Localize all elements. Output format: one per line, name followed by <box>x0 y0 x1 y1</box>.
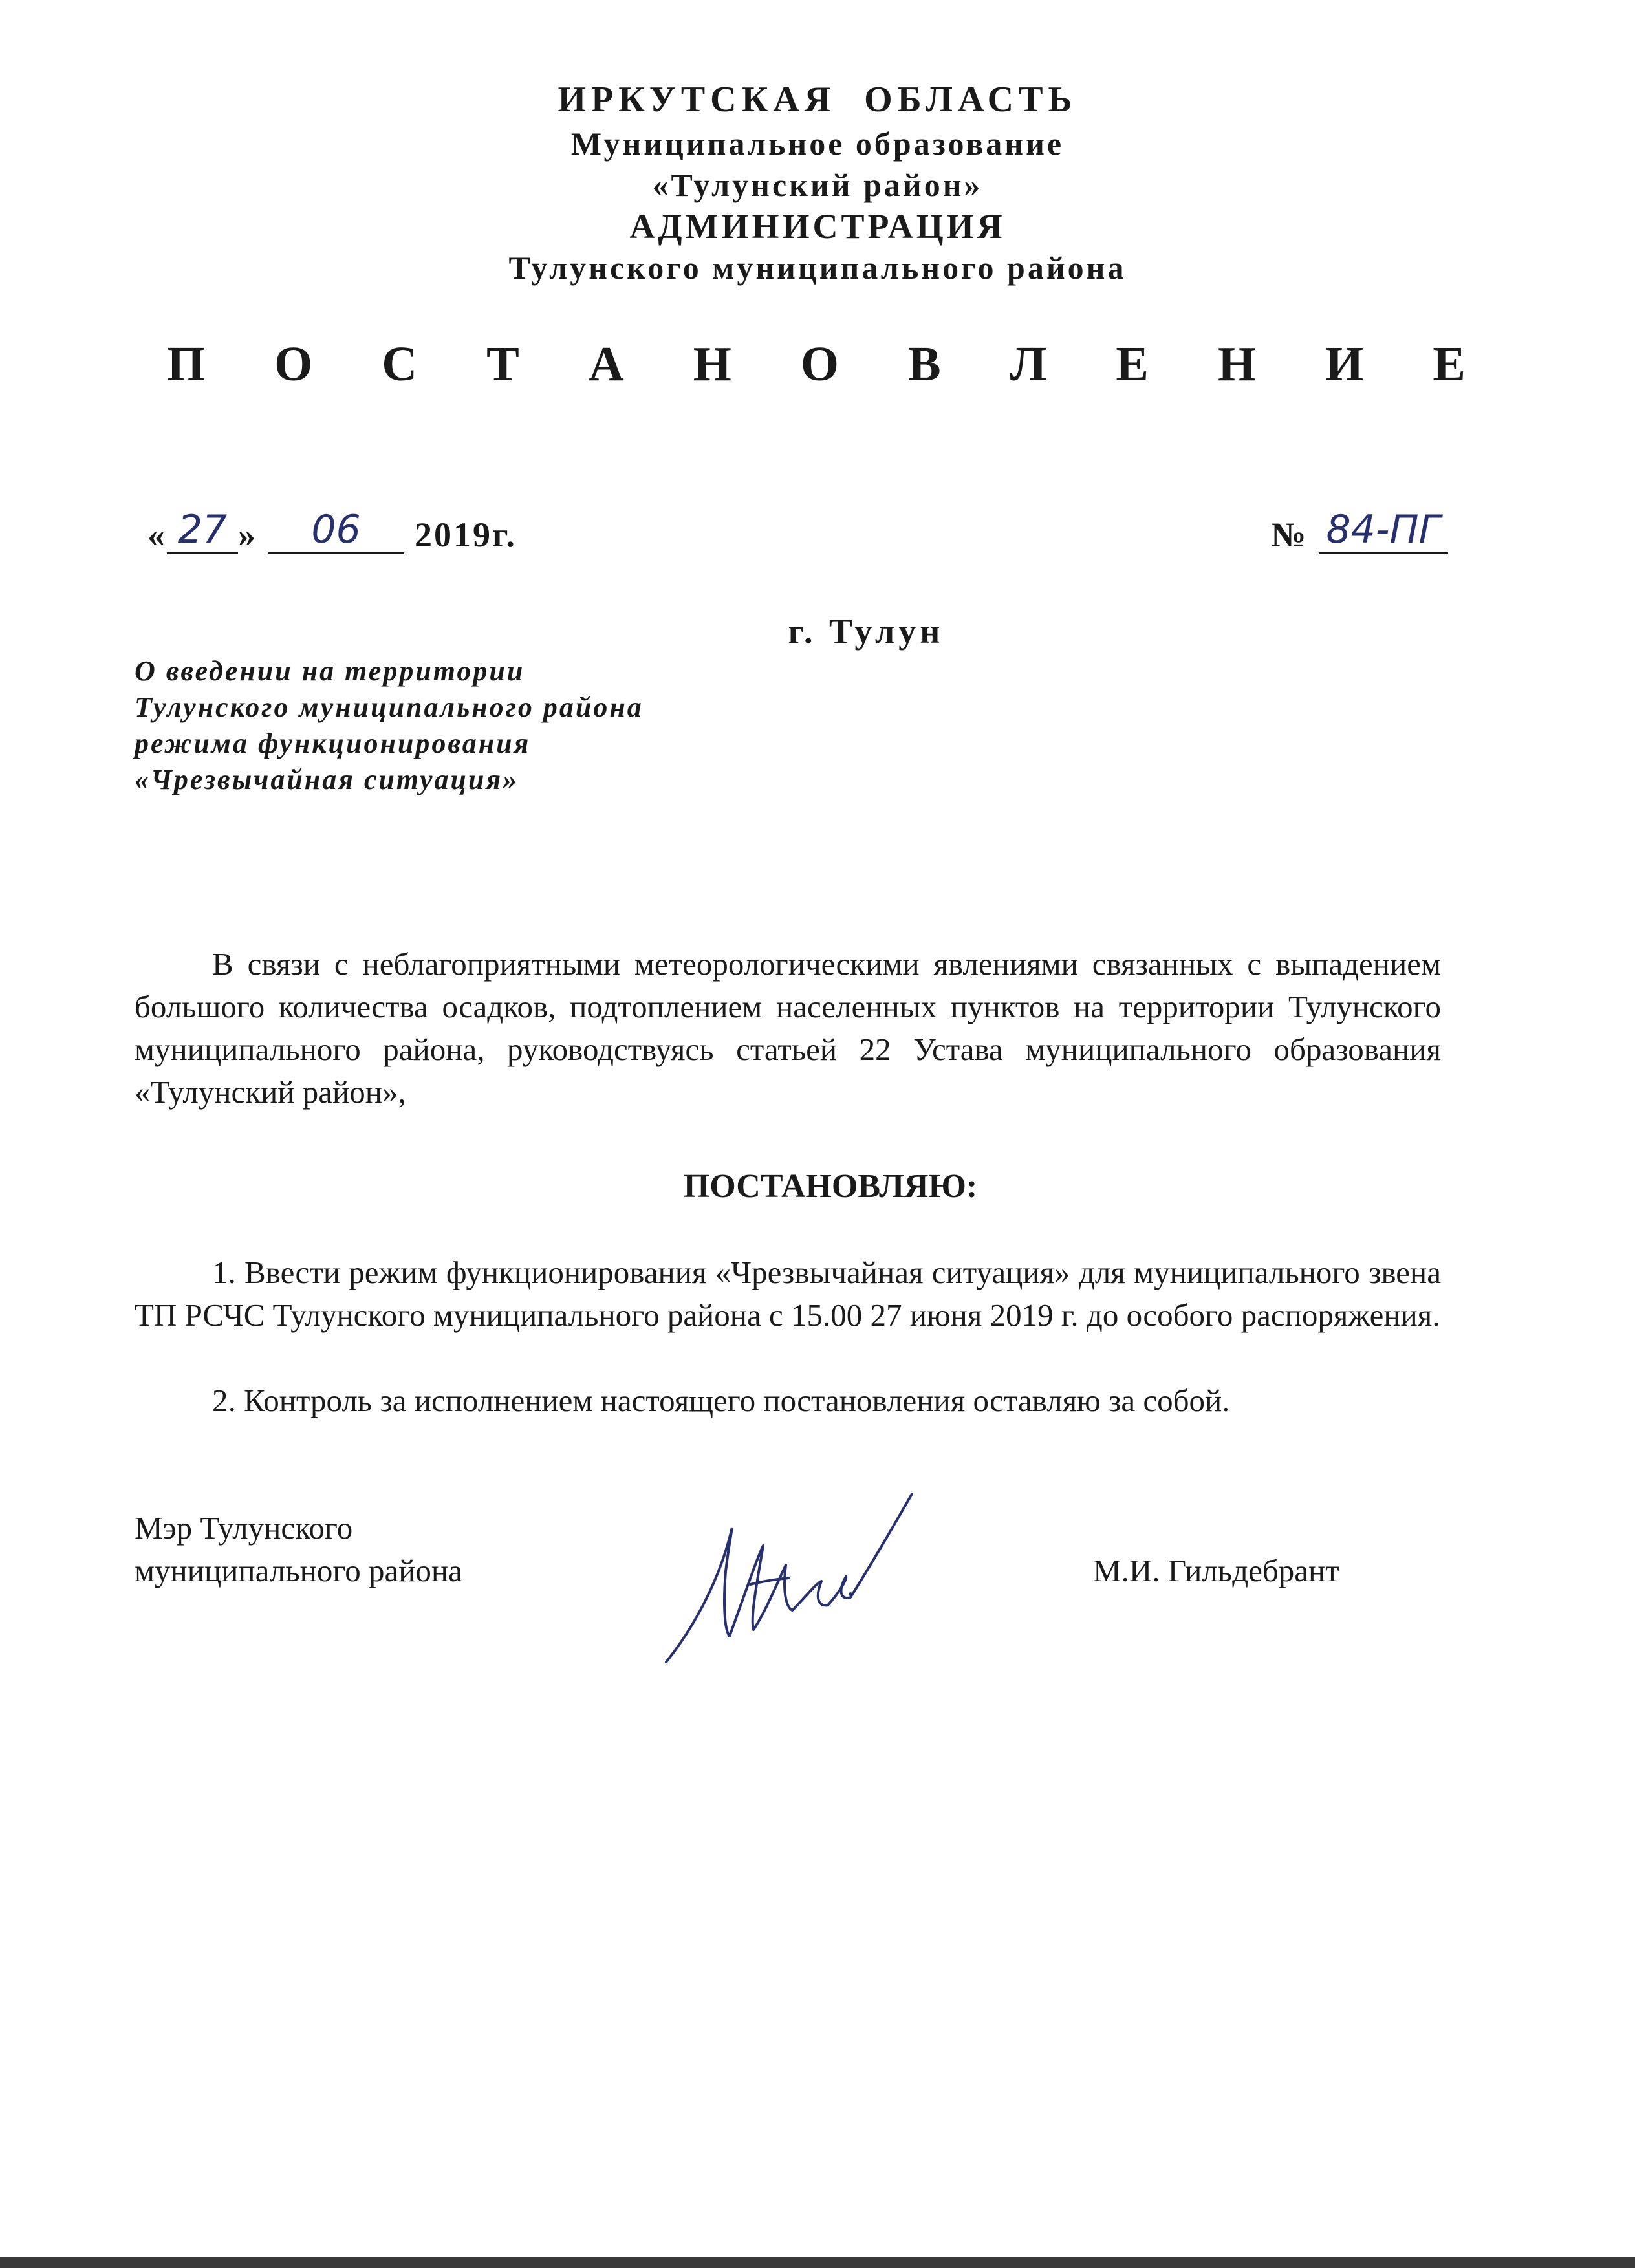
decree-heading: ПОСТАНОВЛЯЮ: <box>683 1168 978 1205</box>
handwritten-signature <box>653 1468 964 1688</box>
municipality-name: «Тулунский район» <box>652 167 983 203</box>
date-close-quote: » <box>238 515 257 554</box>
decree-item-2: 2. Контроль за исполнением настоящего постановления оставляю за собой. <box>212 1383 1230 1418</box>
date-open-quote: « <box>147 515 167 554</box>
preamble-paragraph: В связи с неблагоприятными метеорологическими явлениями связанных с выпадением большого количества осадков, подтоплением населенных пунктов на территории Тулунского муниципального района, руководствуясь статьей 22 Устава муниципального образования «Тулунский район», <box>135 946 1441 1110</box>
document-date <box>147 507 517 558</box>
region-title: ИРКУТСКАЯ ОБЛАСТЬ <box>558 80 1077 120</box>
document-subject <box>135 653 644 798</box>
signatory-name: М.И. Гильдебрант <box>1093 1553 1339 1588</box>
signatory-title-line: муниципального района <box>135 1553 462 1588</box>
document-number <box>1271 507 1448 558</box>
date-day-field <box>167 507 238 554</box>
subject-line: режима функционирования <box>135 728 531 759</box>
subject-line: «Чрезвычайная ситуация» <box>135 764 519 795</box>
administration-title: АДМИНИСТРАЦИЯ <box>629 207 1006 246</box>
signatory-title-line: Мэр Тулунского <box>135 1510 353 1546</box>
decree-item-1: 1. Ввести режим функционирования «Чрезвычайная ситуация» для муниципального звена ТП РСЧС Тулунского муниципального района с 15.00 27 июня 2019 г. до особого распоряжения. <box>135 1255 1441 1333</box>
document-header <box>0 76 1635 288</box>
city: г. Тулун <box>788 612 944 651</box>
municipality-label: Муниципальное образование <box>570 125 1065 162</box>
number-field <box>1319 507 1448 554</box>
date-day: 27 <box>177 507 228 552</box>
date-year: 2019г. <box>415 515 517 554</box>
administration-of: Тулунского муниципального района <box>508 250 1127 286</box>
subject-line: Тулунского муниципального района <box>135 691 644 723</box>
date-month-field <box>268 507 404 554</box>
date-month: 06 <box>311 507 361 552</box>
document-type: П О С Т А Н О В Л Е Н И Е <box>167 337 1494 391</box>
signatory-title <box>135 1507 462 1592</box>
scan-bottom-edge <box>0 2257 1635 2268</box>
number-value: 84-ПГ <box>1326 507 1441 552</box>
subject-line: О введении на территории <box>135 655 525 687</box>
number-sign: № <box>1271 515 1308 554</box>
